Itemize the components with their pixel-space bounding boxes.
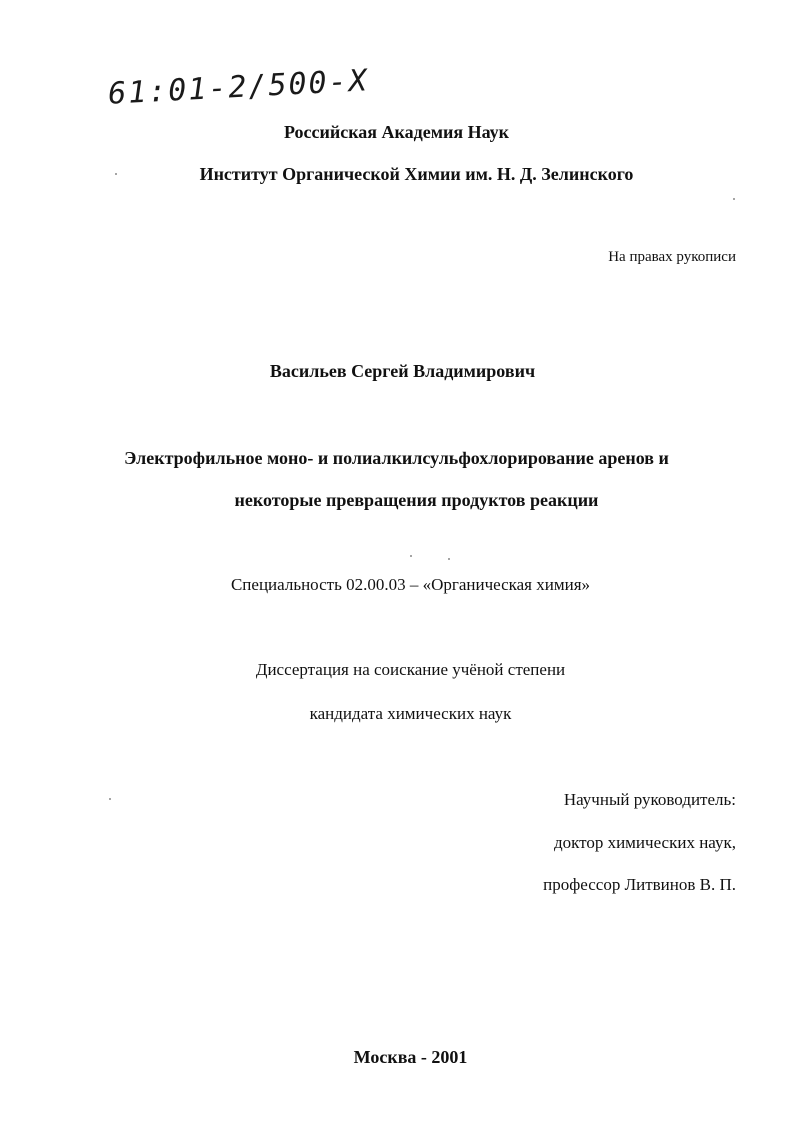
specialty: Специальность 02.00.03 – «Органическая химия»: [230, 575, 591, 594]
scan-speck: [733, 198, 735, 200]
scan-speck: [109, 798, 111, 800]
academy-name: Российская Академия Наук: [283, 122, 510, 142]
supervisor-label: Научный руководитель:: [563, 790, 736, 809]
dissertation-title-line-2: некоторые превращения продуктов реакции: [234, 490, 599, 510]
institute-name: Институт Органической Химии им. Н. Д. Зелинского: [199, 164, 634, 184]
author-name: Васильев Сергей Владимирович: [269, 361, 536, 381]
handwritten-code: 61:01-2/500-X: [107, 63, 370, 112]
dissertation-degree-line-1: Диссертация на соискание учёной степени: [255, 660, 566, 679]
rights-note: На правах рукописи: [608, 249, 736, 265]
dissertation-title-line-1: Электрофильное моно- и полиалкилсульфохлорирование аренов и: [124, 448, 669, 468]
city-year: Москва - 2001: [353, 1047, 468, 1067]
supervisor-name: профессор Литвинов В. П.: [543, 875, 736, 894]
supervisor-degree: доктор химических наук,: [553, 833, 736, 852]
scan-speck: [448, 558, 450, 560]
dissertation-degree-line-2: кандидата химических наук: [309, 704, 512, 723]
scan-speck: [115, 173, 117, 175]
scan-speck: [410, 555, 412, 557]
